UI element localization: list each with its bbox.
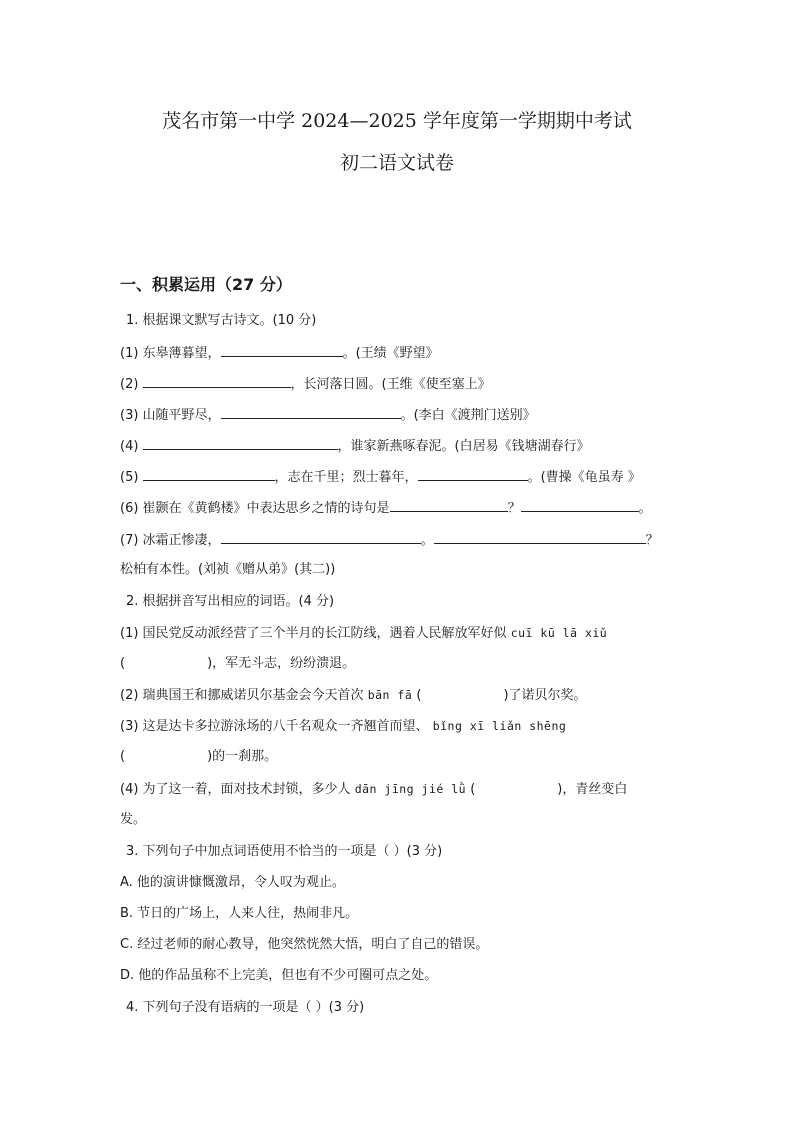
q2-item-1-text: (1) 国民党反动派经营了三个半月的长江防线，遇着人民解放军好似 [120, 626, 507, 641]
pinyin: cuī kū lā xiǔ [510, 626, 608, 640]
q2-item-1-rest: )，军无斗志，纷纷溃退。 [207, 656, 356, 671]
answer-blank[interactable] [221, 404, 401, 419]
exam-title: 茂名市第一中学 2024—2025 学年度第一学期期中考试 [162, 110, 632, 132]
question-2-stem: 2. 根据拼音写出相应的词语。(4 分) [126, 594, 335, 609]
q1-item-6-end: 。 [638, 501, 652, 516]
pinyin: dān jīng jié lǜ [354, 782, 467, 796]
pinyin: bǐng xī liǎn shēng [432, 719, 567, 733]
q1-item-4-label: (4) [120, 439, 143, 454]
q1-item-6-sep: ？ [507, 501, 521, 516]
answer-blank[interactable] [143, 466, 275, 481]
q1-item-5-source: 。(曹操《龟虽寿 》 [527, 470, 641, 485]
q2-item-3 [120, 716, 566, 737]
q1-item-7-end: ？ [645, 533, 659, 548]
q3-option-c[interactable]: C. 经过老师的耐心教导，他突然恍然大悟，明白了自己的错误。 [120, 937, 489, 952]
q1-item-5 [120, 466, 641, 488]
open-paren: ( [416, 688, 422, 703]
answer-blank[interactable] [390, 497, 508, 512]
q2-item-4 [120, 779, 627, 800]
answer-blank[interactable] [418, 466, 528, 481]
q1-item-1-source: 。(王绩《野望》 [342, 346, 439, 361]
q1-item-4-text: ，谁家新燕啄春泥。(白居易《钱塘湖春行》 [337, 439, 590, 454]
answer-blank[interactable] [434, 529, 646, 544]
q1-item-3-text: (3) 山随平野尽， [120, 408, 221, 423]
q2-item-3-answer [120, 747, 277, 767]
q1-item-5-text: ，志在千里；烈士暮年， [274, 470, 418, 485]
answer-blank[interactable] [521, 497, 639, 512]
q2-item-2-text: (2) 瑞典国王和挪威诺贝尔基金会今天首次 [120, 688, 364, 703]
q1-item-3 [120, 404, 536, 426]
q1-item-1 [120, 342, 439, 364]
q1-item-5-label: (5) [120, 470, 143, 485]
q1-item-7-continued: 松柏有本性。(刘祯《赠从弟》(其二)) [120, 562, 336, 577]
q2-item-3-text: (3) 这是达卡多拉游泳场的八千名观众一齐翘首而望、 [120, 719, 429, 734]
q2-item-3-rest: )的一刹那。 [207, 749, 278, 764]
open-paren: ( [120, 656, 126, 671]
q2-item-4-text: (4) 为了这一着，面对技术封锁，多少人 [120, 782, 351, 797]
q1-item-2-label: (2) [120, 377, 143, 392]
q1-item-7-sep: 。 [420, 533, 434, 548]
answer-blank[interactable] [221, 529, 421, 544]
q1-item-6-text: (6) 崔颢在《黄鹤楼》中表达思乡之情的诗句是 [120, 501, 390, 516]
answer-blank[interactable] [143, 373, 291, 388]
answer-blank[interactable] [221, 342, 343, 357]
open-paren: ( [120, 749, 126, 764]
q2-item-2 [120, 685, 587, 706]
q2-item-4-continued: 发。 [120, 812, 147, 827]
q2-item-1-answer [120, 654, 355, 674]
q3-option-d[interactable]: D. 他的作品虽称不上完美，但也有不少可圈可点之处。 [120, 968, 438, 983]
q3-option-a[interactable]: A. 他的演讲慷慨激昂，令人叹为观止。 [120, 875, 345, 890]
q1-item-7-text: (7) 冰霜正惨凄， [120, 533, 221, 548]
q1-item-7 [120, 529, 659, 551]
question-4-stem: 4. 下列句子没有语病的一项是（ ）(3 分) [126, 1000, 365, 1015]
pinyin: bān fā [367, 688, 413, 702]
q2-item-2-rest: )了诺贝尔奖。 [503, 688, 587, 703]
exam-subtitle: 初二语文试卷 [339, 152, 454, 174]
q1-item-6 [120, 497, 652, 519]
q1-item-3-source: 。(李白《渡荆门送别》 [400, 408, 536, 423]
question-3-stem: 3. 下列句子中加点词语使用不恰当的一项是（ ）(3 分) [126, 844, 443, 859]
q1-item-2 [120, 373, 491, 395]
q2-item-1 [120, 623, 607, 644]
q1-item-2-text: ，长河落日圆。(王维《使至塞上》 [290, 377, 491, 392]
q3-option-b[interactable]: B. 节日的广场上，人来人往，热闹非凡。 [120, 906, 359, 921]
answer-blank[interactable] [143, 435, 338, 450]
q2-item-4-rest: )，青丝变白 [557, 782, 628, 797]
open-paren: ( [470, 782, 476, 797]
question-1-stem: 1. 根据课文默写古诗文。(10 分) [126, 313, 317, 328]
section-heading: 一、积累运用（27 分） [120, 275, 292, 294]
q1-item-1-text: (1) 东皋薄暮望， [120, 346, 221, 361]
q1-item-4 [120, 435, 590, 457]
